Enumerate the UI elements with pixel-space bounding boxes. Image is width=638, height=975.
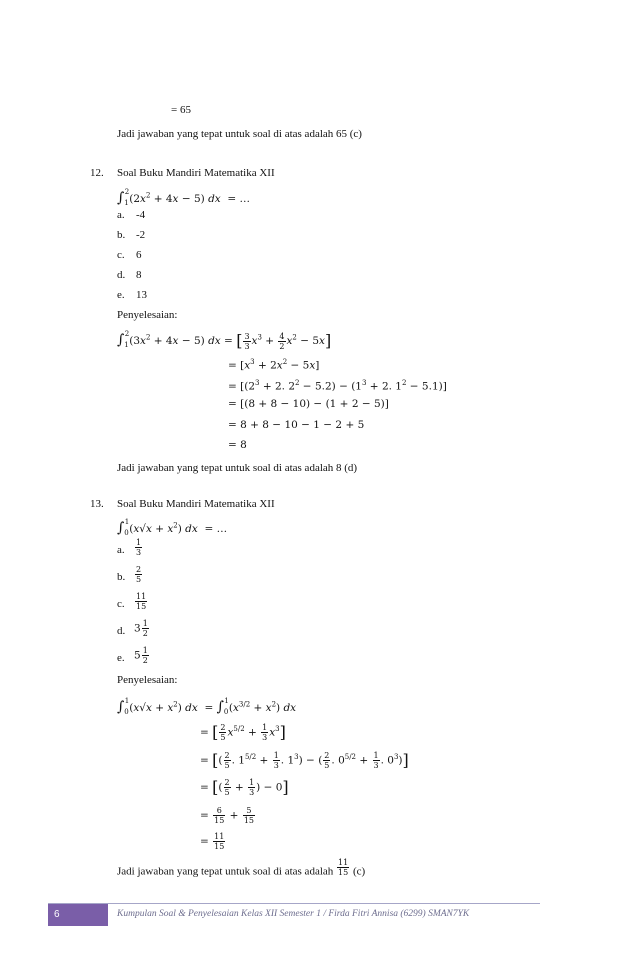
- footer-text: Kumpulan Soal & Penyelesaian Kelas XII Semester 1 / Firda Fitri Annisa (6299) SMAN7YK: [117, 909, 470, 919]
- page-number: 6: [48, 904, 108, 926]
- q13-conclusion-suffix: (c): [352, 865, 366, 878]
- q13-step-6: = $\frac{11}{15}$: [200, 832, 225, 851]
- q12-step-6: = 8: [228, 439, 247, 451]
- q13-step-1: $\int_0^1(𝑥√𝑥$ + 𝑥$^2$) 𝑑𝑥 = $\int_0^1(𝑥^{3/2}$ + 𝑥$^2$) 𝑑𝑥: [117, 697, 297, 716]
- q12-option-c-letter: c.: [117, 249, 125, 261]
- q13-option-b-letter: b.: [117, 571, 126, 583]
- q12-step-2: = [𝑥$^3$ + 2𝑥$^2$ − 5𝑥]: [228, 358, 320, 372]
- q13-solution-label: Penyelesaian:: [117, 674, 178, 686]
- q13-conclusion: [117, 858, 366, 881]
- q12-conclusion: Jadi jawaban yang tepat untuk soal di atas adalah 8 (d): [117, 462, 358, 474]
- q13-option-a-letter: a.: [117, 544, 125, 556]
- q12-option-a-text: -4: [136, 209, 146, 221]
- q12-integral: $\int_1^2(2𝑥^2$ + 4𝑥 − 5) 𝑑𝑥 = …: [117, 188, 251, 207]
- q12-step-1: $\int_1^2(3𝑥^2$ + 4𝑥 − 5) 𝑑𝑥 = [ $\frac{3}{3}$ 𝑥$^3$ + $\frac{4}{2}$ 𝑥$^2$ − 5𝑥]: [117, 330, 332, 351]
- q12-option-d-text: 8: [136, 269, 142, 281]
- q12-option-b-text: -2: [136, 229, 146, 241]
- q13-step-2: = [ $\frac{2}{5}$ 𝑥$^{5/2}$ + $\frac{1}{3}$ 𝑥$^3$]: [200, 722, 286, 742]
- q12-solution-label: Penyelesaian:: [117, 309, 178, 321]
- q12-option-e-letter: e.: [117, 289, 125, 301]
- q13-option-a-value: $\frac{1}{3}$: [136, 538, 142, 557]
- previous-conclusion: Jadi jawaban yang tepat untuk soal di atas adalah 65 (c): [117, 128, 362, 140]
- q12-step-5: = 8 + 8 − 10 − 1 − 2 + 5: [228, 419, 365, 431]
- q12-option-c-text: 6: [136, 249, 142, 261]
- q13-title: Soal Buku Mandiri Matematika XII: [117, 498, 275, 510]
- q13-conclusion-fraction: $\frac{11}{15}$: [338, 858, 349, 877]
- q13-step-3: = [( $\frac{2}{5}$ . $1^{5/2}$ + $\frac{1}{3}$ . $1^3$) − ( $\frac{2}{5}$ . $0^{5/2}$ + $\frac{1}{3}$ . $0^3$)]: [200, 750, 409, 770]
- footer-divider: [48, 903, 540, 904]
- q13-option-e-letter: e.: [117, 652, 125, 664]
- q13-step-4: = [( $\frac{2}{5}$ + $\frac{1}{3}$ ) − 0]: [200, 777, 289, 797]
- q13-option-b-value: $\frac{2}{5}$: [136, 565, 142, 584]
- q12-title: Soal Buku Mandiri Matematika XII: [117, 167, 275, 179]
- q12-option-e-text: 13: [136, 289, 147, 301]
- q13-conclusion-text: Jadi jawaban yang tepat untuk soal di atas adalah: [117, 865, 334, 878]
- q12-option-b-letter: b.: [117, 229, 126, 241]
- q13-option-c-letter: c.: [117, 598, 125, 610]
- q12-step-3: = [($2^3 + 2$. $2^2 - 5.2) - (1^3 + 2$. $1^2 - 5.1$)]: [228, 379, 447, 393]
- q13-number: 13.: [90, 498, 104, 510]
- q13-step-5: = $\frac{6}{15}$ + $\frac{5}{15}$: [200, 806, 254, 825]
- q13-integral: $\int_0^1(𝑥√𝑥$ + 𝑥$^2$) 𝑑𝑥 = …: [117, 518, 228, 537]
- q12-option-d-letter: d.: [117, 269, 126, 281]
- q13-option-c-value: $\frac{11}{15}$: [136, 592, 147, 611]
- q13-option-d-value: 3 $\frac{1}{2}$: [134, 619, 148, 638]
- q13-option-d-letter: d.: [117, 625, 126, 637]
- q12-number: 12.: [90, 167, 104, 179]
- q13-option-e-value: 5 $\frac{1}{2}$: [134, 646, 148, 665]
- previous-result: = 65: [171, 104, 191, 116]
- q12-step-4: = [(8 + 8 − 10) − (1 + 2 − 5)]: [228, 398, 389, 410]
- q12-option-a-letter: a.: [117, 209, 125, 221]
